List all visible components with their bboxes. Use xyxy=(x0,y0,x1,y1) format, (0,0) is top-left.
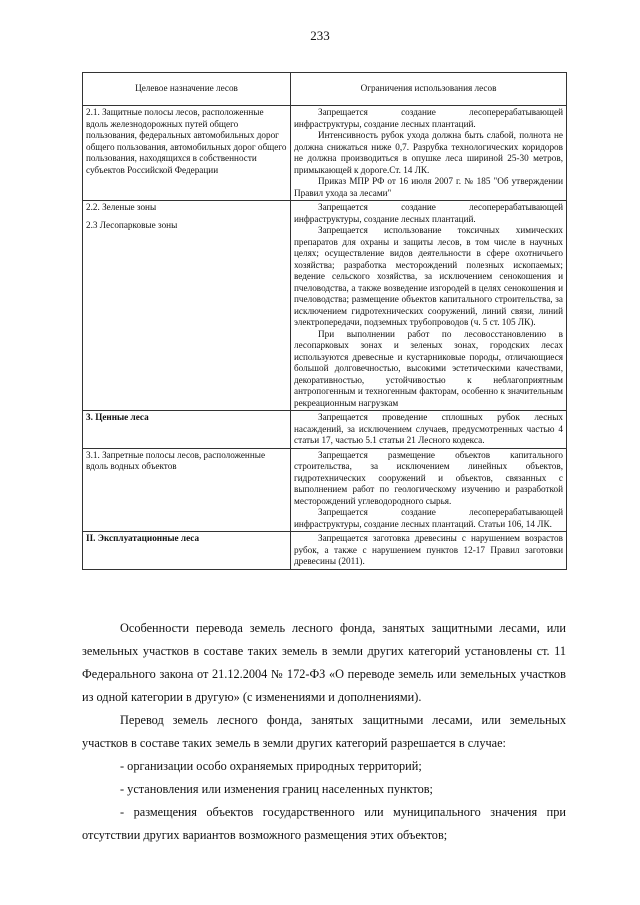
table-row xyxy=(83,448,567,532)
forest-category: 2.2. Зеленые зоны xyxy=(86,202,157,212)
restriction-text: Приказ МПР РФ от 16 июля 2007 г. № 185 "Об утверждении Правил ухода за лесами" xyxy=(294,176,563,198)
table-row xyxy=(83,532,567,570)
table-header-row xyxy=(83,73,567,106)
restriction-text: Запрещается создание лесоперерабатывающей инфраструктуры, создание лесных плантаций. xyxy=(294,202,563,224)
forest-category-cell xyxy=(83,448,291,532)
forest-restrictions-table xyxy=(82,72,567,570)
paragraph: Перевод земель лесного фонда, занятых защитными лесами, или земельных участков в составе таких земель в земли других категорий разрешается в случае: xyxy=(82,713,566,750)
header-restrictions: Ограничения использования лесов xyxy=(291,73,567,106)
forest-category-cell xyxy=(83,201,291,411)
restriction-text: Запрещается создание лесоперерабатывающей инфраструктуры, создание лесных плантаций. xyxy=(294,107,563,129)
list-item: - установления или изменения границ населенных пунктов; xyxy=(120,782,433,796)
restriction-cell xyxy=(291,448,567,532)
forest-category: 2.1. Защитные полосы лесов, расположенные вдоль железнодорожных путей общего пользования, федеральных автомобильных дорог общего пользования, автомобильных дорог общего пользования, находящихся в собственности субъектов Российской Федерации xyxy=(86,107,287,175)
paragraph: Особенности перевода земель лесного фонда, занятых защитными лесами, или земельных участков в составе таких земель в земли других категорий установлены ст. 11 Федерального закона от 21.12.2004 № 172-ФЗ «О переводе земель или земельных участков из одной категории в другую» (с изменениями и дополнениями). xyxy=(82,621,566,704)
restriction-cell xyxy=(291,106,567,201)
restriction-text: Запрещается размещение объектов капитального строительства, за исключением линейных объектов, гидротехнических сооружений и объектов, связанных с выполнением работ по геологическому изучению и разработкой месторождений углеводородного сырья. xyxy=(294,449,563,506)
forest-category: 2.3 Лесопарковые зоны xyxy=(86,219,178,230)
body-text xyxy=(82,617,566,847)
list-item: - организации особо охраняемых природных территорий; xyxy=(120,759,422,773)
forest-category: 3.1. Запретные полосы лесов, расположенные вдоль водных объектов xyxy=(86,449,266,471)
table-body xyxy=(83,106,567,570)
forest-category: 3. Ценные леса xyxy=(86,412,149,422)
table-row xyxy=(83,106,567,201)
restriction-text: Интенсивность рубок ухода должна быть слабой, полнота не должна снижаться ниже 0,7. Разрубка технологических коридоров не должна производиться в опушке леса шириной 25-30 метров, примыкающей к дороге.Ст. 14 ЛК. xyxy=(294,130,563,175)
restriction-text: Запрещается заготовка древесины с нарушением возрастов рубок, а также с нарушением пунктов 12-17 Правил заготовки древесины (2011). xyxy=(294,533,563,566)
list-item: - размещения объектов государственного или муниципального значения при отсутствии других вариантов возможного размещения этих объектов; xyxy=(82,805,566,842)
restriction-cell xyxy=(291,201,567,411)
table-row xyxy=(83,201,567,411)
restriction-cell xyxy=(291,411,567,449)
restriction-cell xyxy=(291,532,567,570)
restriction-text: При выполнении работ по лесовосстановлению в лесопарковых зонах и зеленых зонах, городских лесах используются древесные и кустарниковые породы, отличающиеся большой долговечностью, высокими эстетическими качествами, декоративностью, устойчивостью к неблагоприятным антропогенным и техногенным факторам, особенно к значительным рекреационным нагрузкам xyxy=(294,328,563,408)
forest-category: II. Эксплуатационные леса xyxy=(86,533,200,543)
restriction-text: Запрещается проведение сплошных рубок лесных насаждений, за исключением случаев, предусмотренных частью 4 статьи 17, частью 5.1 статьи 21 Лесного кодекса. xyxy=(294,412,563,445)
forest-category-cell xyxy=(83,106,291,201)
table-row xyxy=(83,411,567,449)
forest-category-cell xyxy=(83,411,291,449)
restriction-text: Запрещается использование токсичных химических препаратов для охраны и защиты лесов, в том числе в научных целях; осуществление видов деятельности в сфере охотничьего хозяйства; разработка месторождений полезных ископаемых; ведение сельского хозяйства, за исключением сенокошения и пчеловодства, а также возведение изгородей в целях сенокошения и пчеловодства; размещение объектов капитального строительства, за исключением гидротехнических сооружений, линий связи, линий электропередачи, подземных трубопроводов (ч. 5 ст. 105 ЛК). xyxy=(294,225,563,327)
page-number: 233 xyxy=(310,28,330,43)
header-purpose: Целевое назначение лесов xyxy=(83,73,291,106)
restriction-text: Запрещается создание лесоперерабатывающей инфраструктуры, создание лесных плантаций. Статьи 106, 14 ЛК. xyxy=(294,507,563,529)
forest-category-cell xyxy=(83,532,291,570)
